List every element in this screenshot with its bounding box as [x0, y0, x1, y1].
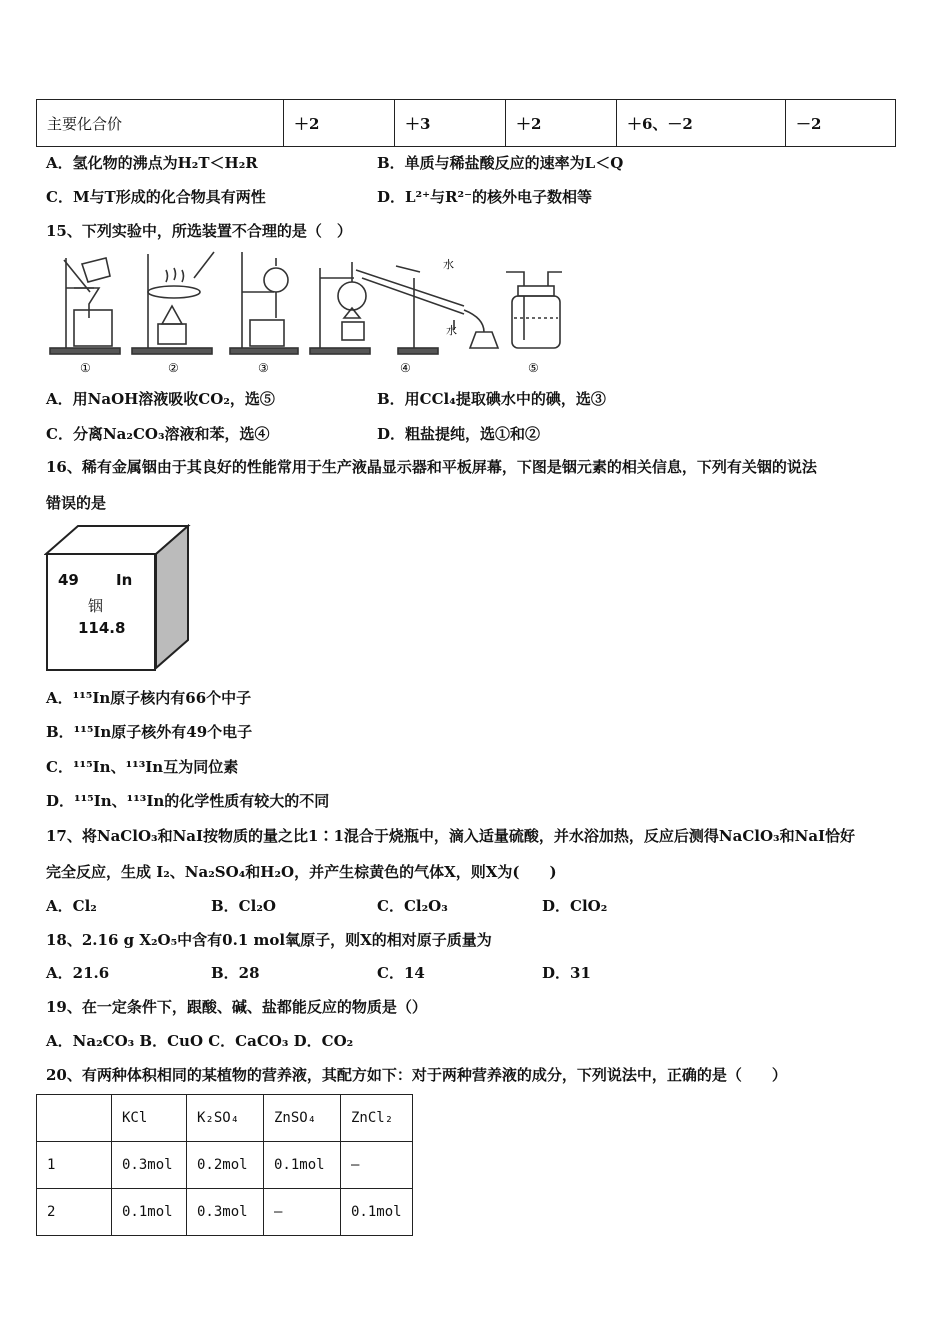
table-cell: 0.2mol	[187, 1142, 264, 1189]
element-name: 铟	[88, 597, 104, 615]
q17-option-a: A．Cl₂	[46, 897, 97, 915]
q14-option-c: C．M与T形成的化合物具有两性	[46, 188, 266, 206]
q14-option-d: D．L²⁺与R²⁻的核外电子数相等	[377, 188, 592, 206]
q16-option-d: D．¹¹⁵In、¹¹³In的化学性质有较大的不同	[46, 792, 330, 810]
q16-option-b: B．¹¹⁵In原子核外有49个电子	[46, 723, 253, 741]
apparatus-3-separatory-funnel	[230, 252, 298, 354]
apparatus-label-5: ⑤	[528, 361, 539, 375]
q14-option-b: B．单质与稀盐酸反应的速率为L＜Q	[377, 154, 624, 172]
q15-option-c: C．分离Na₂CO₃溶液和苯，选④	[46, 425, 270, 443]
q16-stem-line2: 错误的是	[46, 494, 107, 512]
q18-option-d: D．31	[542, 964, 591, 982]
q16-option-c: C．¹¹⁵In、¹¹³In互为同位素	[46, 758, 239, 776]
apparatus-label-4: ④	[400, 361, 411, 375]
header-cell	[37, 1095, 112, 1142]
apparatus-label-3: ③	[258, 361, 269, 375]
element-card	[46, 553, 156, 671]
header-cell: ZnCl₂	[341, 1095, 413, 1142]
q17-stem-line2: 完全反应，生成 I₂、Na₂SO₄和H₂O，并产生棕黄色的气体X，则X为( )	[46, 863, 557, 881]
q18-stem: 18、2.16 g X₂O₅中含有0.1 mol氧原子，则X的相对原子质量为	[46, 931, 492, 949]
table-cell: 0.1mol	[112, 1189, 187, 1236]
apparatus-5-gas-bottle	[506, 272, 562, 348]
valence-cell: ＋2	[506, 100, 617, 147]
table-header-row	[37, 1095, 413, 1142]
lab-apparatus-figure	[44, 248, 574, 378]
q14-option-a: A．氢化物的沸点为H₂T＜H₂R	[46, 154, 258, 172]
valence-cell: ＋6、－2	[617, 100, 786, 147]
table-row	[37, 100, 896, 147]
valence-cell: ＋3	[395, 100, 506, 147]
header-cell: ZnSO₄	[264, 1095, 341, 1142]
table-cell: —	[341, 1142, 413, 1189]
q17-stem-line1: 17、将NaClO₃和NaI按物质的量之比1∶1混合于烧瓶中，滴入适量硫酸，并水浴加热，反应后测得NaClO₃和NaI恰好	[46, 827, 856, 845]
water-label-bottom: 水	[446, 324, 457, 337]
valence-table	[36, 99, 896, 147]
table-row	[37, 1189, 413, 1236]
atomic-number: 49	[58, 571, 79, 589]
valence-cell: ＋2	[284, 100, 395, 147]
atomic-mass: 114.8	[78, 619, 126, 637]
q15-option-a: A．用NaOH溶液吸收CO₂，选⑤	[46, 390, 275, 408]
q18-option-c: C．14	[377, 964, 425, 982]
q15-option-d: D．粗盐提纯，选①和②	[377, 425, 541, 443]
table-cell: 2	[37, 1189, 112, 1236]
header-cell: K₂SO₄	[187, 1095, 264, 1142]
q19-options: A．Na₂CO₃ B．CuO C．CaCO₃ D．CO₂	[46, 1032, 354, 1050]
row-label: 主要化合价	[37, 100, 284, 147]
q19-stem: 19、在一定条件下，跟酸、碱、盐都能反应的物质是（）	[46, 998, 427, 1016]
table-cell: 1	[37, 1142, 112, 1189]
q15-stem: 15、下列实验中，所选装置不合理的是（ ）	[46, 222, 352, 240]
apparatus-4-distillation	[310, 262, 498, 354]
apparatus-label-1: ①	[80, 361, 91, 375]
apparatus-2-evaporation	[132, 252, 214, 354]
water-label-top: 水	[443, 258, 454, 271]
q17-option-b: B．Cl₂O	[211, 897, 276, 915]
nutrient-table	[36, 1094, 413, 1236]
element-symbol: In	[116, 571, 133, 589]
q20-stem: 20、有两种体积相同的某植物的营养液，其配方如下：对于两种营养液的成分，下列说法中，正确的是（ ）	[46, 1066, 787, 1084]
apparatus-label-2: ②	[168, 361, 179, 375]
apparatus-1-filtration	[50, 258, 120, 354]
q16-stem-line1: 16、稀有金属铟由于其良好的性能常用于生产液晶显示器和平板屏幕，下图是铟元素的相关信息，下列有关铟的说法	[46, 458, 817, 476]
table-cell: 0.1mol	[264, 1142, 341, 1189]
q17-option-c: C．Cl₂O₃	[377, 897, 448, 915]
table-cell: 0.3mol	[187, 1189, 264, 1236]
table-cell: 0.1mol	[341, 1189, 413, 1236]
q17-option-d: D．ClO₂	[542, 897, 608, 915]
q18-option-a: A．21.6	[46, 964, 110, 982]
q15-option-b: B．用CCl₄提取碘水中的碘，选③	[377, 390, 606, 408]
table-cell: —	[264, 1189, 341, 1236]
table-cell: 0.3mol	[112, 1142, 187, 1189]
valence-cell: －2	[786, 100, 896, 147]
q18-option-b: B．28	[211, 964, 260, 982]
table-row	[37, 1142, 413, 1189]
header-cell: KCl	[112, 1095, 187, 1142]
q16-option-a: A．¹¹⁵In原子核内有66个中子	[46, 689, 252, 707]
